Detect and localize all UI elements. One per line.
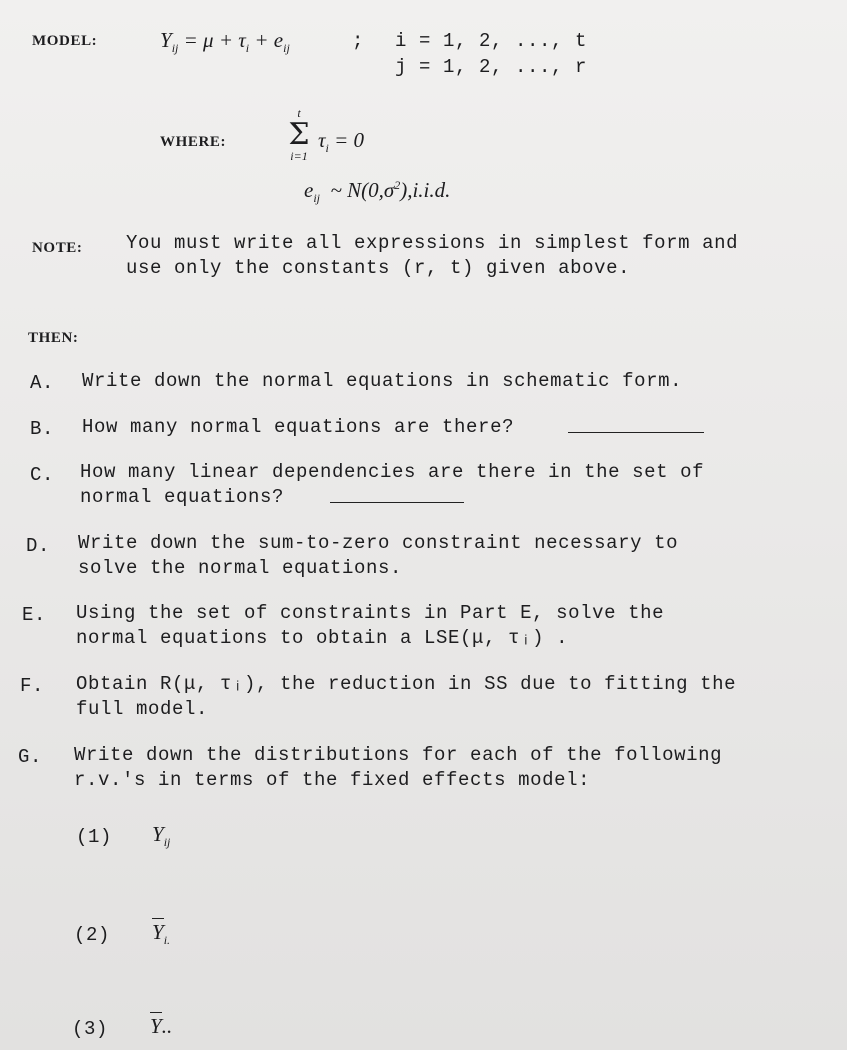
note-label: NOTE: bbox=[32, 240, 83, 256]
answer-blank-c bbox=[330, 502, 464, 503]
where-label: WHERE: bbox=[160, 134, 227, 150]
item-letter: C. bbox=[30, 464, 55, 486]
model-equation: $Y_{ij} = \mu + \tau_i + e_{ij}$ bbox=[160, 28, 290, 55]
item-a-text: Write down the normal equations in schematic form. bbox=[82, 370, 683, 392]
model-semicolon: ; bbox=[352, 30, 365, 52]
item-d-text-2: solve the normal equations. bbox=[78, 557, 403, 579]
item-letter: B. bbox=[30, 418, 55, 440]
note-line-1: You must write all expressions in simplest form and bbox=[126, 232, 739, 254]
error-distribution: $e_{ij}$ ~ $N(0,\sigma^2),i.i.d$. bbox=[304, 178, 451, 205]
index-i-range: i = 1, 2, ..., t bbox=[395, 30, 588, 52]
random-variable: Y.. bbox=[150, 1014, 173, 1038]
item-g-text-2: r.v.'s in terms of the fixed effects model: bbox=[74, 769, 591, 791]
item-e-text-2: normal equations to obtain a LSE(μ, τᵢ) . bbox=[76, 627, 569, 649]
item-d-text-1: Write down the sum-to-zero constraint necessary to bbox=[78, 532, 679, 554]
subitem-number: (3) bbox=[72, 1018, 109, 1040]
item-f-text-2: full model. bbox=[76, 698, 209, 720]
item-e-text-1: Using the set of constraints in Part E, solve the bbox=[76, 602, 665, 624]
model-label: MODEL: bbox=[32, 33, 98, 49]
item-c-text-2: normal equations? bbox=[80, 486, 285, 508]
item-letter: G. bbox=[18, 746, 43, 768]
item-f-text-1: Obtain R(μ, τᵢ), the reduction in SS due to fitting the bbox=[76, 673, 737, 695]
summation-symbol bbox=[284, 106, 314, 164]
note-line-2: use only the constants (r, t) given above. bbox=[126, 257, 631, 279]
item-letter: F. bbox=[20, 675, 45, 697]
sum-constraint: $\tau_i = 0$ bbox=[318, 128, 365, 155]
item-c-text-1: How many linear dependencies are there in the set of bbox=[80, 461, 705, 483]
sum-upper-limit: t bbox=[297, 106, 301, 120]
sum-lower-limit: i=1 bbox=[290, 149, 308, 163]
subitem-number: (2) bbox=[74, 924, 111, 946]
sigma-icon: Σ bbox=[288, 117, 310, 152]
subitem-number: (1) bbox=[76, 826, 113, 848]
item-b-text: How many normal equations are there? bbox=[82, 416, 515, 438]
then-label: THEN: bbox=[28, 330, 79, 346]
random-variable: $Y_{i.}$ bbox=[152, 920, 171, 947]
item-g-text-1: Write down the distributions for each of the following bbox=[74, 744, 723, 766]
index-j-range: j = 1, 2, ..., r bbox=[395, 56, 588, 78]
item-letter: E. bbox=[22, 604, 47, 626]
item-letter: D. bbox=[26, 535, 51, 557]
random-variable: $Y_{ij}$ bbox=[152, 822, 171, 849]
item-letter: A. bbox=[30, 372, 55, 394]
answer-blank-b bbox=[568, 432, 704, 433]
